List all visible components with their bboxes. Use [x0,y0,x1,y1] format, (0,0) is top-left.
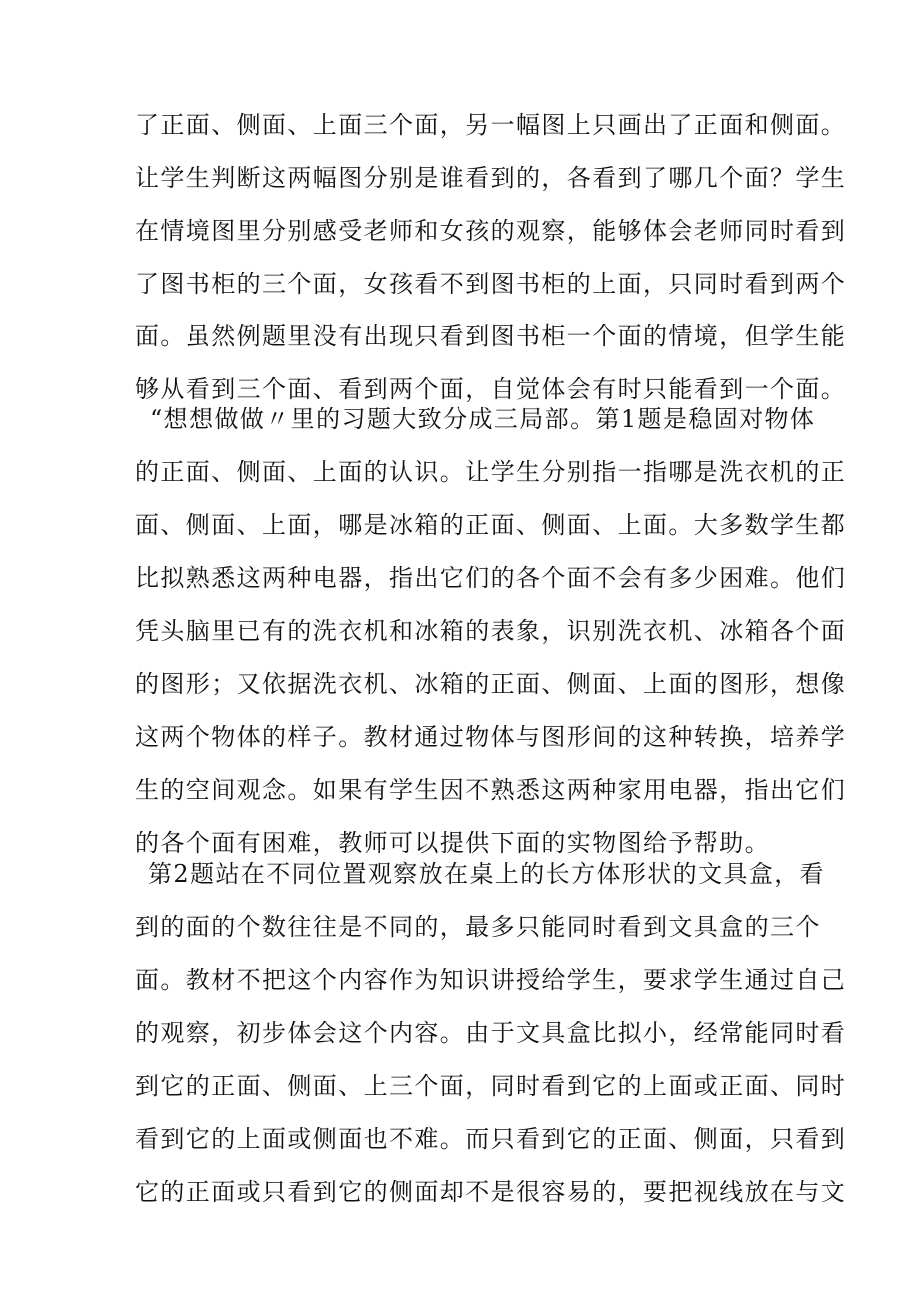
text-line-13: 这两个物体的样子。教材通过物体与图形间的这种转换，培养学 [135,723,847,751]
text-line-8: 的正面、侧面、上面的认识。让学生分别指一指哪是洗衣机的正 [135,458,847,486]
text-line-16: 第2题站在不同位置观察放在桌上的长方体形状的文具盒，看 [148,860,826,888]
text-line-12: 的图形；又依据洗衣机、冰箱的正面、侧面、上面的图形，想像 [135,670,847,698]
text-line-10: 比拟熟悉这两种电器，指出它们的各个面不会有多少困难。他们 [135,564,847,592]
text-line-3: 在情境图里分别感受老师和女孩的观察，能够体会老师同时看到 [135,217,847,245]
text-line-19: 的观察，初步体会这个内容。由于文具盒比拟小，经常能同时看 [135,1019,847,1047]
text-line-9: 面、侧面、上面，哪是冰箱的正面、侧面、上面。大多数学生都 [135,511,847,539]
text-line-15: 的各个面有困难，教师可以提供下面的实物图给予帮助。 [135,829,770,857]
text-line-14: 生的空间观念。如果有学生因不熟悉这两种家用电器，指出它们 [135,776,847,804]
text-line-21: 看到它的上面或侧面也不难。而只看到它的正面、侧面，只看到 [135,1125,847,1153]
text-line-4: 了图书柜的三个面，女孩看不到图书柜的上面，只同时看到两个 [135,270,847,298]
text-line-11: 凭头脑里已有的洗衣机和冰箱的表象，识别洗衣机、冰箱各个面 [135,617,847,645]
text-line-22: 它的正面或只看到它的侧面却不是很容易的，要把视线放在与文 [135,1178,847,1206]
text-line-20: 到它的正面、侧面、上三个面，同时看到它的上面或正面、同时 [135,1072,847,1100]
text-line-5: 面。虽然例题里没有出现只看到图书柜一个面的情境，但学生能 [135,322,847,350]
text-line-7: “想想做做〃里的习题大致分成三局部。第1题是稳固对物体 [150,405,816,433]
text-line-1: 了正面、侧面、上面三个面，另一幅图上只画出了正面和侧面。 [135,111,847,139]
text-line-18: 面。教材不把这个内容作为知识讲授给学生，要求学生通过自己 [135,966,847,994]
text-line-2: 让学生判断这两幅图分别是谁看到的，各看到了哪几个面？学生 [135,164,847,192]
text-line-6: 够从看到三个面、看到两个面，自觉体会有时只能看到一个面。 [135,375,847,403]
text-line-17: 到的面的个数往往是不同的，最多只能同时看到文具盒的三个 [135,913,821,941]
